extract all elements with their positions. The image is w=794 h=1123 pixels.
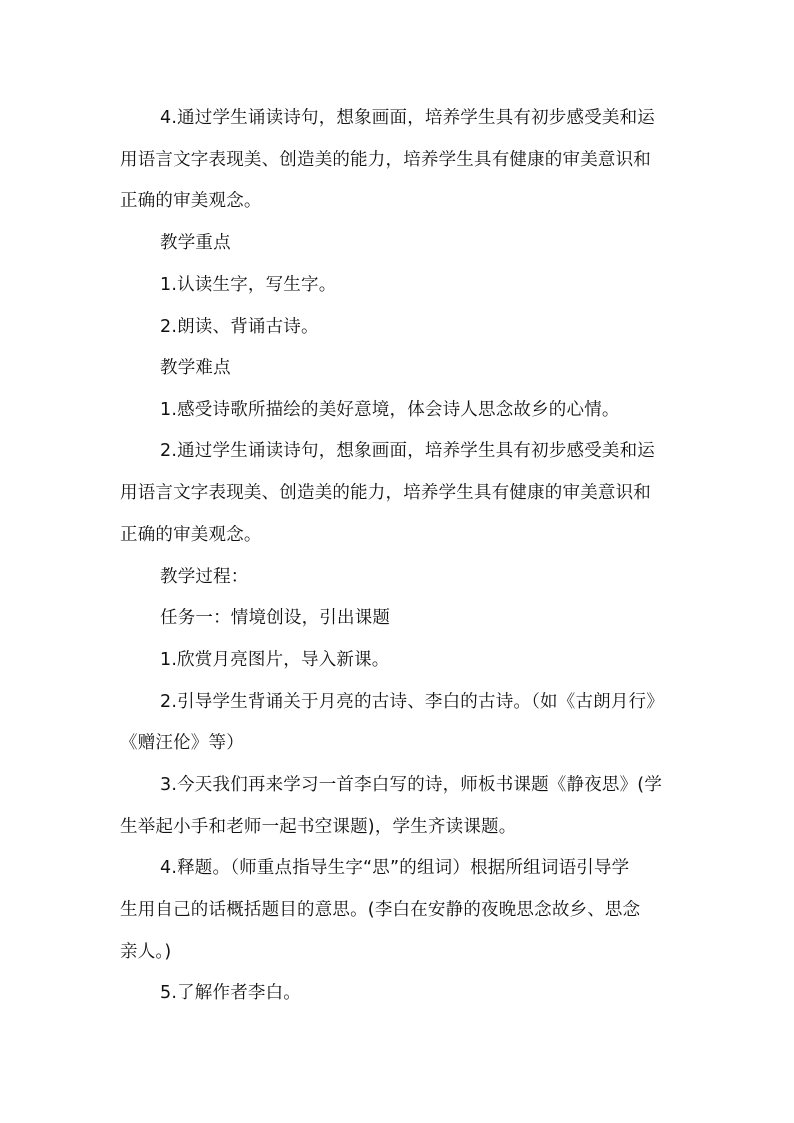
list-item: 2.引导学生背诵关于月亮的古诗、李白的古诗。（如《古朗月行》 [160, 692, 664, 712]
paragraph-line: 亲人。) [120, 942, 172, 962]
paragraph-line: 生举起小手和老师一起书空课题)，学生齐读课题。 [120, 817, 517, 837]
paragraph-line: 用语言文字表现美、创造美的能力，培养学生具有健康的审美意识和 [120, 150, 651, 170]
paragraph-line: 正确的审美观念。 [120, 191, 262, 211]
paragraph-line: 生用自己的话概括题目的意思。(李白在安静的夜晚思念故乡、思念 [120, 900, 641, 920]
list-item: 1.感受诗歌所描绘的美好意境，体会诗人思念故乡的心情。 [160, 400, 620, 420]
list-item: 2.朗读、背诵古诗。 [160, 317, 319, 337]
list-item: 1.认读生字，写生字。 [160, 275, 337, 295]
paragraph-line: 用语言文字表现美、创造美的能力，培养学生具有健康的审美意识和 [120, 483, 651, 503]
paragraph-line: 《赠汪伦》等） [120, 733, 244, 753]
section-heading: 教学过程： [160, 567, 249, 587]
paragraph-line: 4.通过学生诵读诗句，想象画面，培养学生具有初步感受美和运 [160, 108, 655, 128]
list-item: 2.通过学生诵读诗句，想象画面，培养学生具有初步感受美和运 [160, 441, 655, 461]
section-heading: 教学重点 [160, 233, 231, 253]
list-item: 1.欣赏月亮图片，导入新课。 [160, 650, 390, 670]
task-heading: 任务一：情境创设，引出课题 [160, 608, 391, 628]
paragraph-line: 正确的审美观念。 [120, 525, 262, 545]
list-item: 5.了解作者李白。 [160, 983, 301, 1003]
list-item: 3.今天我们再来学习一首李白写的诗，师板书课题《静夜思》(学 [160, 775, 663, 795]
section-heading: 教学难点 [160, 358, 231, 378]
list-item: 4.释题。（师重点指导生字“思”的组词）根据所组词语引导学 [160, 858, 630, 878]
